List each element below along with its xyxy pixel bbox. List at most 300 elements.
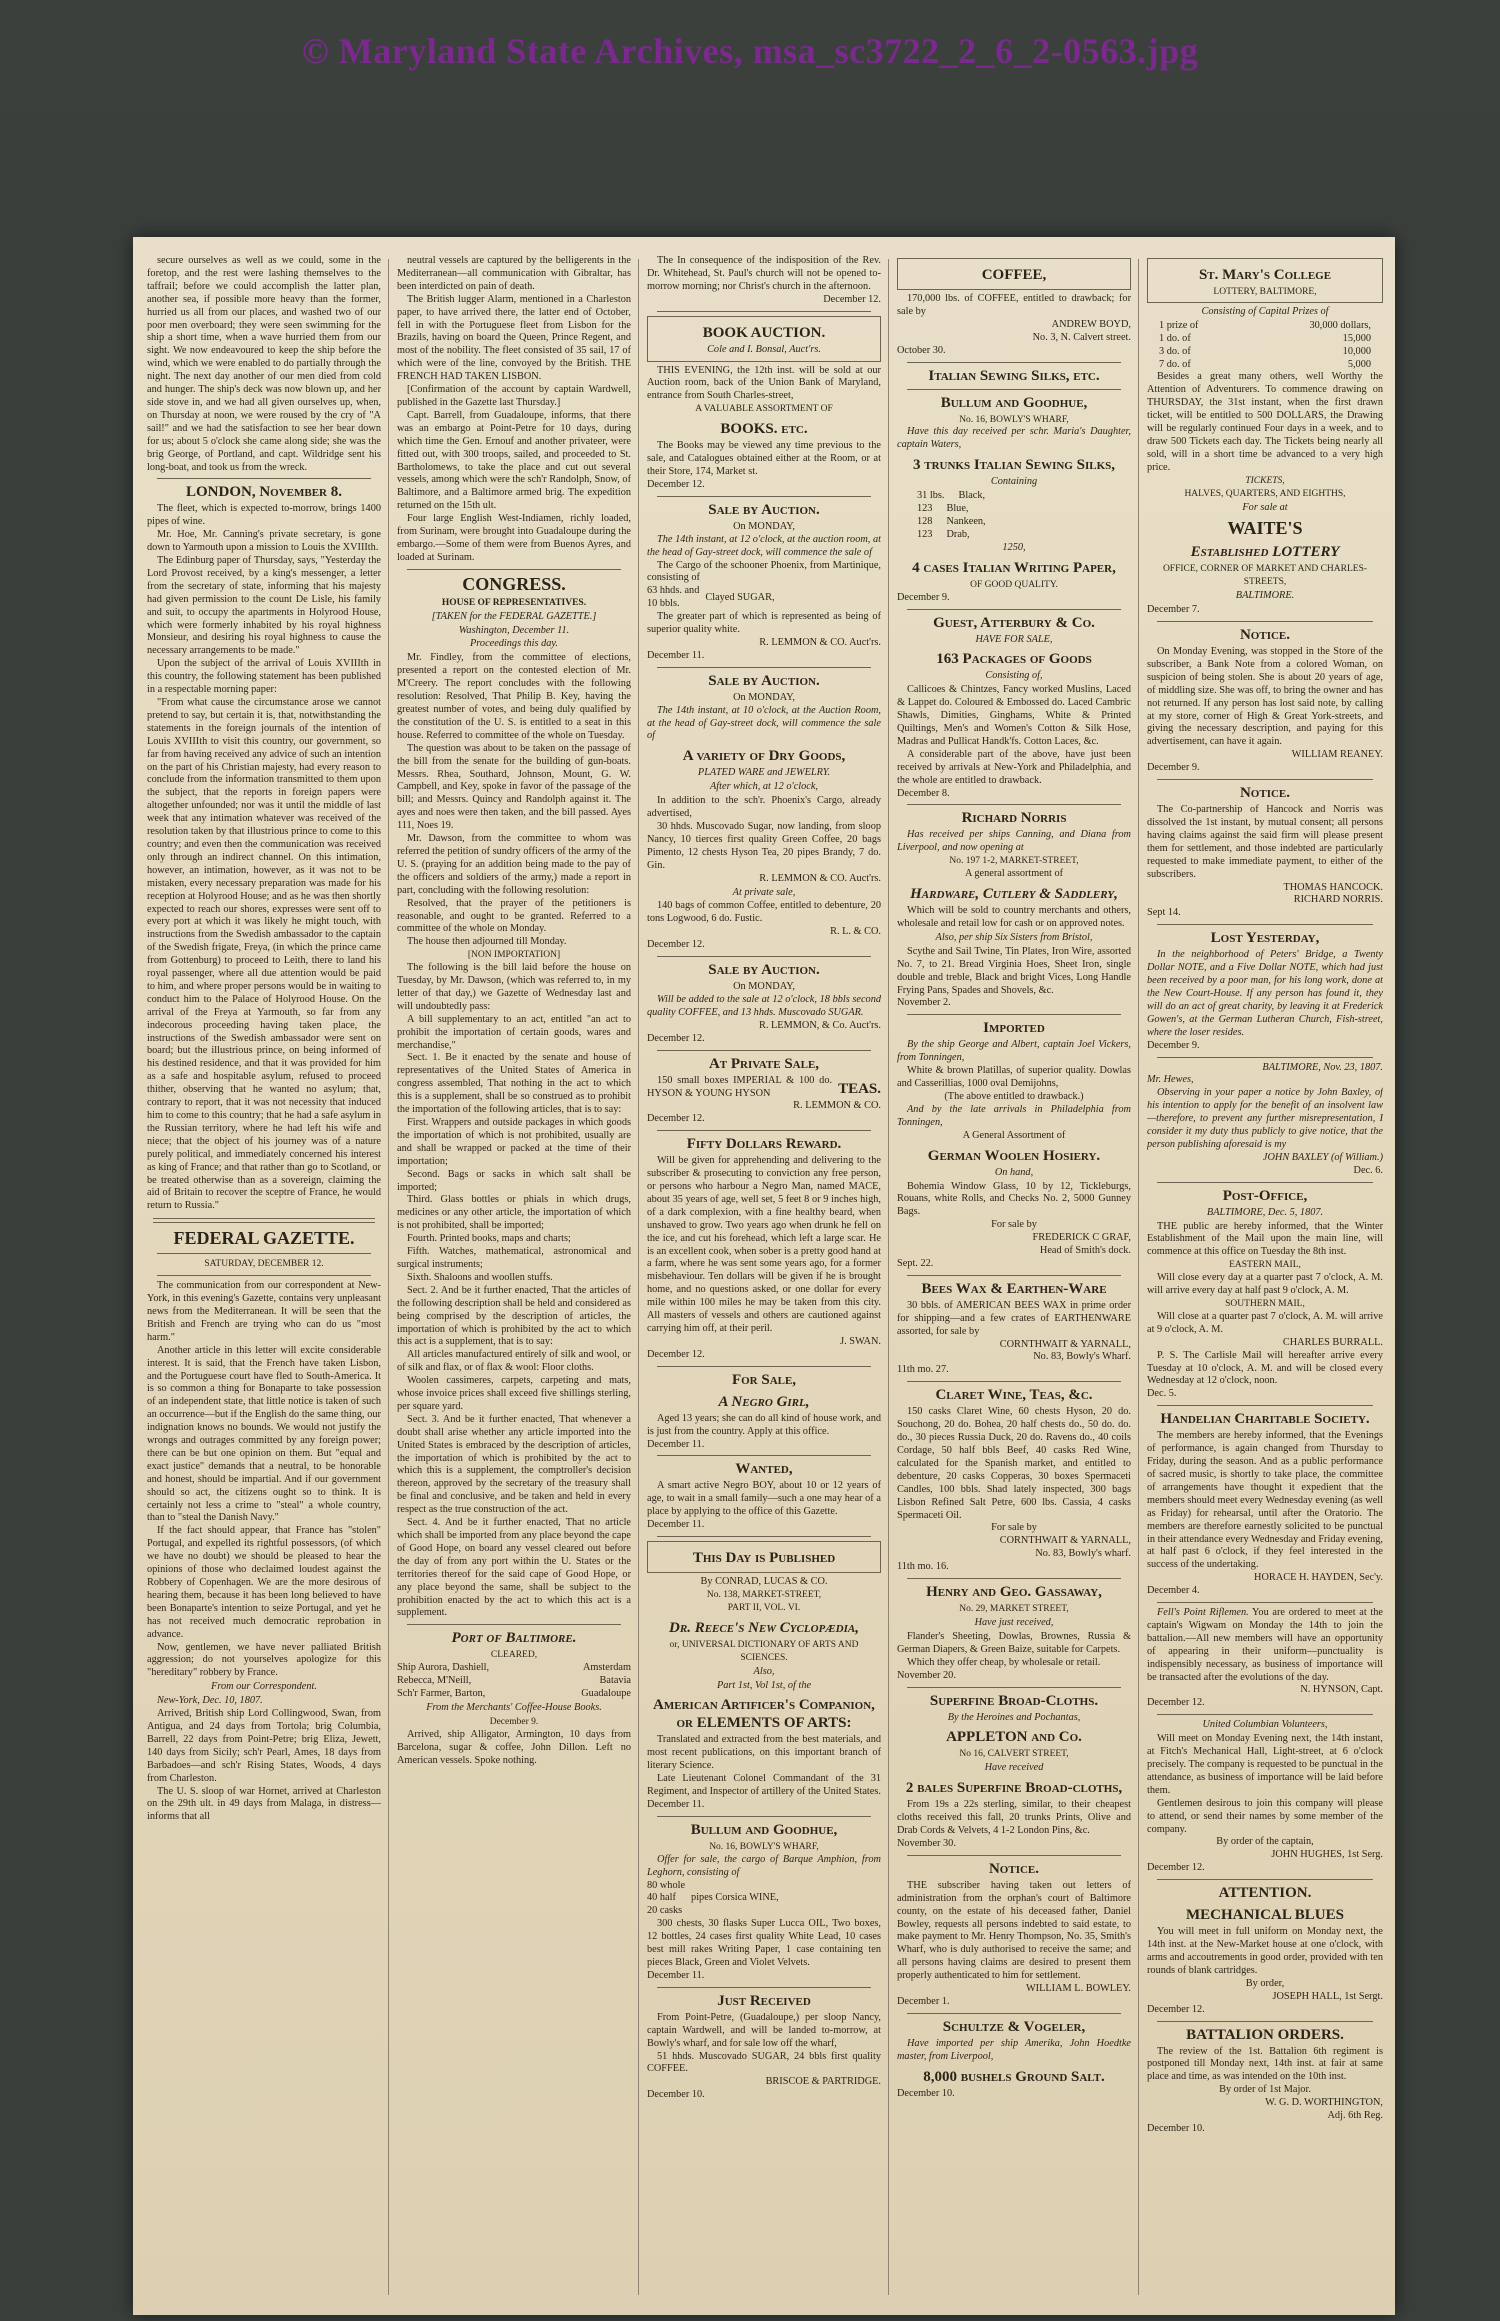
- ad-title: A Negro Girl,: [718, 1393, 810, 1410]
- ad-title: At Private Sale,: [708, 1055, 820, 1072]
- ad-title: Post-Office,: [1222, 1187, 1308, 1204]
- ad-text: Offer for sale, the cargo of Barque Amphion, from Leghorn, consisting of: [647, 1853, 881, 1878]
- prize-count: 7 do. of: [1159, 358, 1191, 370]
- ad-date: December 12.: [1147, 1862, 1205, 1874]
- ad-text: 30 hhds. Muscovado Sugar, now landing, from sloop Nancy, 10 tierces first quality Green Coffee, 20 bags Pimento, 12 chests Hyson Tea, 20 pipes Brandy, 7 do. Gin.: [647, 821, 881, 871]
- column-rule: [388, 259, 389, 2295]
- subheading: From the Merchants' Coffee-House Books.: [426, 1701, 602, 1713]
- ad-item-group: [647, 1880, 881, 1919]
- ad-title: Handelian Charitable Society.: [1160, 1411, 1370, 1428]
- ad-text: By CONRAD, LUCAS & CO.: [700, 1576, 828, 1588]
- ship-destination: Amsterdam: [582, 1662, 631, 1674]
- divider: [1157, 779, 1373, 780]
- ad-title: 2 bales Superfine Broad-cloths,: [905, 1780, 1123, 1797]
- article-text: Sixth. Shaloons and woollen stuffs.: [407, 1271, 553, 1283]
- ad-date: December 1.: [897, 1996, 950, 2007]
- ad-text: In the neighborhood of Peters' Bridge, a Twenty Dollar NOTE, and a Five Dollar NOTE, which had just been received by a poor man, for his long work, done at the New Court-House. If any person has found it, they will do an act of great charity, by leaving it at Frederick Gowen's, at the German Lutheran Church, Fish-street, where the loser resides.: [1147, 949, 1383, 1038]
- archive-title: © Maryland State Archives, msa_sc3722_2_6_2-0563.jpg: [301, 31, 1199, 71]
- ad-text: Containing: [990, 476, 1038, 488]
- article-text: "From what cause the circumstance arose we cannot pretend to say, but certain it is, that, notwithstanding the statements in the foreign journals of the intention of Louis XVIIIth to visit this country, our government, so far from having received any advice of such an intention on the part of his Christian majesty, had every reason to conclude from the information transmitted to them upon the subject, that the reports in foreign papers were altogether unfounded; nor was it until the middle of last week that any intimation whatever was received of the resolution taken by that illustrious prince to come to this country; and even then the communication was received only through an indirect channel. On this intimation, however, an intimation, however, as it was not to be mistaken, every necessary preparation was made for his reception at Holyrood House; and as he was then shortly expected to reach our shores, expresses were sent off to every port at which it was likely he might touch, with instructions from the Swedish ambassador to the captain of the Swedish frigate, Freya, (in which the prince came from Gottenburg) to proceed to Leith, there to land his royal passenger, where all due attention would be paid to him, and where proper persons would be in waiting to conduct him to the Palace of Holyrood House. On the arrival of the Freya at Yarmouth, so far from any indecorous proceeding having taken place, the instructions of the Swedish ambassador were sent on board; but the illustrious prince, on being informed of his destined residence, and that it was provided for him as a safe and hospitable asylum, refused to proceed thither, observing that he wanted no asylum; that, contrary to report, that it was not necessity that induced him to come to this country; that he had a safe asylum in the Russian territory, where he had left his wife and niece; that the object of his journey was of a nature purely political, and immediately concerned his interest as king of France; and that rather than go to Scotland, or be treated otherwise than as a sovereign, claiming the aid of Britain to recover the sceptre of France, he would return to Russia.": [147, 697, 381, 1212]
- ad-date: December 12.: [647, 1113, 705, 1125]
- divider: [657, 956, 871, 957]
- subheading: [TAKEN for the FEDERAL GAZETTE.]: [431, 610, 597, 622]
- ad-date: Sept. 22.: [897, 1257, 934, 1269]
- divider: [157, 1253, 371, 1254]
- heading-port: Port of Baltimore.: [451, 1630, 577, 1647]
- divider: [1157, 1405, 1373, 1406]
- divider: [657, 311, 871, 312]
- ad-text: (The above entitled to drawback.): [944, 1090, 1084, 1102]
- ad-text: Will be given for apprehending and delivering to the subscriber & prosecuting to conviction any free person, or persons who harbour a Negro Man, named MACE, about 35 years of age, well set, 5 feet 8 or 9 inches high, of a dark complexion, with a fine healthy beard, when unshaved to grow. Two years ago when drunk he fell on the ice, and cut his forehead, which left a large scar. He is an excellent cook, when sober is a pretty good hand at a farm, where he was sent some years ago, for a former misbehaviour. Ten dollars will be given if he is brought home, and no questions asked, or one dollar for every mile within 100 miles he may be taken from this city. All masters of vessels and others are cautioned against carrying him off, at their peril.: [647, 1155, 881, 1334]
- ad-text: After which, at 12 o'clock,: [709, 781, 818, 793]
- ad-item-row: [897, 490, 1131, 503]
- ad-text: THE public are hereby informed, that the Winter Establishment of the Mail upon the main line, will commence at this office on Tuesday the 8th inst.: [1147, 1220, 1383, 1258]
- divider: [157, 478, 371, 479]
- column-2: [397, 255, 631, 2301]
- ad-firm: JOHN BAXLEY (of William.): [1262, 1151, 1383, 1163]
- ad-item: 40 half: [647, 1892, 676, 1904]
- ad-text: Have received: [984, 1762, 1044, 1774]
- ad-text: The Cargo of the schooner Phoenix, from Martinique, consisting of: [647, 559, 881, 584]
- ad-item-row: [897, 529, 1131, 542]
- ad-item: Nankeen,: [946, 515, 986, 527]
- ad-title: Dr. Reece's New Cyclopædia,: [669, 1619, 859, 1636]
- article-text: The communication from our correspondent at New-York, in this evening's Gazette, contains very unpleasant news from the Mediterranean. It will be seen that the British and French are trying who can do us "most harm.": [147, 1280, 381, 1343]
- ad-text: 170,000 lbs. of COFFEE, entitled to drawback; for sale by: [897, 293, 1131, 317]
- divider: [907, 1687, 1121, 1688]
- ad-date: December 11.: [647, 1438, 705, 1450]
- ad-item-qty: 123: [917, 528, 933, 540]
- ad-text: A smart active Negro BOY, about 10 or 12 years of age, to wait in a small family—such a one may hear of a place by applying to the office of this Gazette.: [647, 1480, 881, 1518]
- ad-firm: HORACE H. HAYDEN, Sec'y.: [1254, 1572, 1383, 1584]
- ad-firm: J. SWAN.: [840, 1335, 881, 1347]
- ship-name: Rebecca, M'Neill,: [397, 1675, 472, 1687]
- ad-text: Bohemia Window Glass, 10 by 12, Tickleburgs, Rouans, white Rolls, and Checks No. 2, 5000 Gunney Bags.: [897, 1180, 1131, 1218]
- ad-text: Translated and extracted from the best materials, and most recent publications, on this important branch of literary Science.: [647, 1734, 881, 1772]
- ad-title: Just Received: [717, 1992, 811, 2009]
- ad-coffee: [897, 258, 1131, 290]
- divider: [1157, 1602, 1373, 1603]
- ad-date: December 11.: [647, 649, 705, 661]
- ad-date: December 9.: [897, 591, 950, 603]
- ad-firm: THOMAS HANCOCK.: [1283, 881, 1383, 893]
- article-text: Sect. 2. And be it further enacted, That the articles of the following description shall be held and considered as being comprised by the description of articles, the importation of which is prohibited by the act to which this act is a supplement, that is to say:: [397, 1284, 631, 1348]
- ship-row: [397, 1662, 631, 1675]
- ad-text: And by the late arrivals in Philadelphia from Tonningen,: [897, 1103, 1131, 1128]
- ad-firm: FREDERICK C GRAF,: [1032, 1232, 1131, 1244]
- heading-congress: CONGRESS.: [462, 573, 566, 594]
- heading-federal-gazette: FEDERAL GAZETTE.: [173, 1228, 355, 1249]
- ad-date: December 12.: [823, 293, 881, 305]
- ad-text: Will be added to the sale at 12 o'clock, 18 bbls second quality COFFEE, and 13 hhds. Muscovado SUGAR.: [647, 993, 881, 1018]
- ad-text: No. 197 1-2, MARKET-STREET,: [949, 856, 1079, 867]
- ad-text: 150 small boxes IMPERIAL & 100 do. HYSON & YOUNG HYSON: [647, 1074, 833, 1099]
- article-text: Mr. Findley, from the committee of elections, presented a report on the contested election of Mr. M'Creery. The report concludes with the following resolution: Resolved, That Philip B. Key, having the greatest number of votes, and being duly qualified by the constitution of the U. S. is entitled to a seat in this house. Referred to committee of the whole on Tuesday.: [397, 652, 631, 741]
- article-text: Upon the subject of the arrival of Louis XVIIIth in this country, the following statement has been published in a respectable morning paper:: [147, 658, 381, 696]
- ad-text: The 14th instant, at 10 o'clock, at the Auction Room, at the head of Gay-street dock, will commence the sale of: [647, 704, 881, 742]
- ad-title: 4 cases Italian Writing Paper,: [912, 559, 1116, 576]
- ad-item-group: [647, 585, 881, 611]
- ad-text: No 16, CALVERT STREET,: [959, 1749, 1069, 1760]
- ad-text: Consisting of Capital Prizes of: [1201, 305, 1329, 317]
- ad-text: By order of 1st Major.: [1219, 2084, 1311, 2096]
- subheading: Proceedings this day.: [470, 638, 558, 650]
- ad-published: [647, 1541, 881, 1573]
- divider: [657, 667, 871, 668]
- ad-text: For sale at: [1242, 501, 1288, 513]
- heading-london: LONDON, November 8.: [185, 484, 342, 501]
- ad-text: The Books may be viewed any time previous to the sale, and Catalogues obtained either at the Room, or at their Store, 174, Market st.: [647, 440, 881, 477]
- ad-date: Sept 14.: [1147, 907, 1181, 919]
- ad-item-group: [647, 1075, 881, 1101]
- ad-text: No. 138, MARKET-STREET,: [706, 1589, 822, 1600]
- ad-text: By order of the captain,: [1216, 1836, 1314, 1848]
- ad-lottery: [1147, 258, 1383, 303]
- ad-firm: RICHARD NORRIS.: [1293, 894, 1383, 906]
- ad-title: Wanted,: [735, 1461, 793, 1478]
- ad-text: P. S. The Carlisle Mail will hereafter arrive every Tuesday at 10 o'clock, A. M. and will be closed every Wednesday at 12 o'clock, noon.: [1147, 1349, 1383, 1387]
- ad-text: THE subscriber having taken out letters of administration from the orphan's court of Baltimore county, on the estate of his deceased father, Daniel Bowley, requests all persons indebted to said estate, to make payment to Mr. Henry Thompson, No. 35, Smith's Wharf, who is duly authorised to receive the same; and all persons having claims are desired to present them properly authenticated to him for settlement.: [897, 1879, 1131, 1982]
- subheading: HOUSE OF REPRESENTATIVES.: [441, 597, 587, 608]
- prize-amount: 30,000 dollars,: [1309, 319, 1371, 331]
- ad-title: 3 trunks Italian Sewing Silks,: [913, 457, 1115, 474]
- prize-count: 1 do. of: [1159, 332, 1191, 344]
- ad-title: Imported: [983, 1020, 1045, 1037]
- divider: [907, 1855, 1121, 1856]
- article-text: [Confirmation of the account by captain Wardwell, published in the Gazette last Thursday.]: [397, 384, 631, 408]
- ad-text: 30 bbls. of AMERICAN BEES WAX in prime order for shipping—and a few crates of EARTHENWARE assorted, for sale by: [897, 1299, 1131, 1337]
- ad-date: BALTIMORE, Nov. 23, 1807.: [1262, 1061, 1383, 1073]
- ad-subtitle: EASTERN MAIL,: [1229, 1260, 1301, 1271]
- ad-date: December 12.: [1147, 1697, 1205, 1709]
- ad-text: In addition to the sch'r. Phoenix's Cargo, already advertised,: [647, 795, 881, 820]
- divider: [657, 1816, 871, 1817]
- ad-total: 1250,: [1002, 541, 1026, 553]
- ad-firm: CORNTHWAIT & YARNALL,: [999, 1535, 1131, 1547]
- article-text: Arrived, British ship Lord Collingwood, Swan, from Antigua, and 24 days from Tortola; brig Columbia, Barrell, 22 days from Point-Petre; brig Eliza, Jewett, 140 days from Sicily; sch'r Pearl, Ames, 18 days from Barbadoes—and sch'r Rising States, Woods, 4 days from Charleston.: [147, 1708, 381, 1784]
- ad-text: White & brown Platillas, of superior quality. Dowlas and Casserillias, 1000 oval Demijohns,: [897, 1065, 1131, 1090]
- ad-text: Also,: [753, 1665, 775, 1677]
- ad-text: For sale by: [991, 1219, 1037, 1231]
- ad-text: The 14th instant, at 12 o'clock, at the auction room, at the head of Gay-street dock, will commence the sale of: [647, 533, 881, 558]
- ad-text: A VALUABLE ASSORTMENT OF: [695, 404, 833, 415]
- ad-text: Has received per ships Canning, and Diana from Liverpool, and now opening at: [897, 829, 1131, 854]
- ad-title: BATTALION ORDERS.: [1186, 2026, 1344, 2043]
- ad-text: PART II, VOL. VI.: [727, 1602, 801, 1613]
- ad-text: On MONDAY,: [733, 691, 795, 703]
- notice-text: The In consequence of the indisposition of the Rev. Dr. Whitehead, St. Paul's church will not be opened to-morrow morning; nor Christ's church in the afternoon.: [647, 255, 881, 292]
- divider: [1157, 1714, 1373, 1715]
- ad-item-row: [897, 503, 1131, 516]
- prize-count: 3 do. of: [1159, 345, 1191, 357]
- ad-item: 10 bbls.: [647, 598, 680, 610]
- ad-firm: Cole and I. Bonsal, Auct'rs.: [707, 343, 821, 355]
- ad-text: By the ship George and Albert, captain Joel Vickers, from Tonningen,: [897, 1039, 1131, 1064]
- ad-text: PLATED WARE and JEWELRY.: [697, 767, 831, 779]
- ad-text: Which will be sold to country merchants and others, wholesale and retail low for cash or on approved notes.: [897, 905, 1131, 929]
- ad-text: A general assortment of: [964, 868, 1064, 880]
- ad-title: BOOK AUCTION.: [702, 324, 826, 341]
- ad-title: Guest, Atterbury & Co.: [933, 614, 1095, 631]
- ad-text: Scythe and Sail Twine, Tin Plates, Iron Wire, assorted No. 7, to 21. Bread Virginia Hoes, Sheet Iron, single double and treble, Black and bright Vices, Long Handle Frying Pans, Spades and Shovels, &c.: [897, 945, 1131, 996]
- article-text: The British lugger Alarm, mentioned in a Charleston paper, to have arrived there, the latter end of October, fell in with the Portuguese fleet from Lisbon for the Brazils, having on board the Queen, Prince Regent, and most of the nobility. The fleet consisted of 35 sail, 17 of which were of the line, convoyed by the British. THE FRENCH HAD TAKEN LISBON.: [397, 293, 631, 383]
- ad-firm: BRISCOE & PARTRIDGE.: [765, 2076, 881, 2088]
- article-text: Woolen cassimeres, carpets, carpeting and mats, whose invoice prices shall exceed five shillings sterling, per square yard.: [397, 1375, 631, 1412]
- article-text: Mr. Hoe, Mr. Canning's private secretary, is gone down to Yarmouth upon a mission to Louis the XVIIIth.: [147, 529, 381, 554]
- ad-firm: ANDREW BOYD,: [1051, 318, 1131, 330]
- ad-date: Dec. 5.: [1147, 1388, 1177, 1400]
- divider: [1157, 2021, 1373, 2022]
- ship-row: [397, 1675, 631, 1688]
- ad-text: BALTIMORE.: [1235, 590, 1295, 602]
- ad-item: Drab,: [946, 528, 970, 540]
- prize-amount: 15,000: [1342, 332, 1371, 344]
- article-text: The house then adjourned till Monday.: [407, 936, 567, 948]
- divider: [657, 1536, 871, 1537]
- article-text: If the fact should appear, that France has "stolen" Portugal, and expelled its rightful possessors, (of which we have no doubt) we should be pleased to hear the opinions of those who declaimed loudest against the Robbery of Copenhagen. We are the more desirous of hearing them, because it has been long believed to have been Bonaparte's intention to seize Portugal, and yet he has not received much democratic reprobation in advance.: [147, 1525, 381, 1640]
- ad-item: 63 hhds. and: [647, 585, 700, 597]
- ad-text: A considerable part of the above, have just been received by arrivals at New-York and Philadelphia, and the whole are entitled to drawback.: [897, 748, 1131, 786]
- article-text: Fourth. Printed books, maps and charts;: [407, 1233, 571, 1245]
- ad-title: BOOKS. etc.: [720, 421, 808, 438]
- divider: [907, 2013, 1121, 2014]
- ad-firm: JOHN HUGHES, 1st Serg.: [1271, 1849, 1383, 1861]
- divider: [657, 1987, 871, 1988]
- ad-date: October 30.: [897, 344, 946, 356]
- divider: [907, 389, 1121, 390]
- ad-title: ATTENTION.: [1218, 1885, 1312, 1902]
- article-text: The following is the bill laid before the house on Tuesday, by Mr. Dawson, (which was referred to, in my letter of that day,) we Gazette of Wednesday last and will undoubtedly pass:: [397, 962, 631, 1012]
- ad-text: Mr. Hewes,: [1147, 1074, 1194, 1086]
- article-text: Fifth. Watches, mathematical, astronomical and surgical instruments;: [397, 1246, 631, 1270]
- ad-title: WAITE'S: [1227, 518, 1303, 539]
- ad-firm: R. LEMMON & CO. Auct'rs.: [759, 872, 881, 884]
- ad-text: From Point-Petre, (Guadaloupe,) per sloop Nancy, captain Wardwell, and will be landed to-morrow, at Bowly's wharf, and for sale low off the wharf,: [647, 2011, 881, 2049]
- ad-date: December 4.: [1147, 1585, 1200, 1597]
- ad-date: December 12.: [1147, 2003, 1205, 2015]
- ad-book-auction: [647, 316, 881, 362]
- ad-text: No. 83, Bowly's Wharf.: [1033, 1351, 1131, 1363]
- ad-item: 80 whole: [647, 1879, 686, 1891]
- divider: [657, 1130, 871, 1131]
- ad-title: 163 Packages of Goods: [936, 651, 1092, 668]
- ad-text: The review of the 1st. Battalion 6th regiment is postponed till Monday next, 14th inst. at fair at same place and time, as was intended on the 10th inst.: [1147, 2045, 1383, 2083]
- article-text: Capt. Barrell, from Guadaloupe, informs, that there was an embargo at Point-Petre for 10 days, during which time the Gen. Ernouf and another privateer, were fitted out, with 300 troops, sailed, and proceeded to St. Bartholomews, to take the place and cut out several vessels, among which were the sch'r Randolph, Snow, of Baltimore, and a Baltimore armed brig. The expedition returned on the 15th ult.: [397, 409, 631, 512]
- ad-title: Sale by Auction.: [708, 672, 820, 689]
- ad-date: December 10.: [1147, 2122, 1205, 2134]
- ad-date: December 12.: [647, 1348, 705, 1360]
- ad-text: Adj. 6th Reg.: [1327, 2110, 1383, 2122]
- ad-text: Also, per ship Six Sisters from Bristol,: [935, 931, 1093, 943]
- divider: [153, 1218, 375, 1223]
- ad-title: Bullum and Goodhue,: [690, 1821, 838, 1838]
- ad-text: Consisting of,: [985, 670, 1043, 682]
- ad-text: On hand,: [994, 1166, 1034, 1178]
- ad-firm: R. LEMMON & CO. Auct'rs.: [759, 636, 881, 648]
- ad-text: THIS EVENING, the 12th inst. will be sold at our Auction room, back of the Union Bank of Maryland, entrance from South Charles-street,: [647, 364, 881, 402]
- ad-text: TICKETS,: [1245, 475, 1285, 486]
- ad-date: November 30.: [897, 1837, 956, 1849]
- prize-row: [1147, 359, 1383, 372]
- column-3: [647, 255, 881, 2301]
- ad-text: Which they offer cheap, by wholesale or retail.: [907, 1656, 1101, 1668]
- dateline: New-York, Dec. 10, 1807.: [157, 1695, 263, 1707]
- ad-text: Will close at a quarter past 7 o'clock, A. M. will arrive at 9 o'clock, A. M.: [1147, 1310, 1383, 1335]
- ad-text: No. 16, BOWLY'S WHARF,: [709, 1841, 819, 1852]
- prize-count: 1 prize of: [1159, 319, 1199, 331]
- ad-text: No. 29, MARKET STREET,: [959, 1604, 1069, 1615]
- ship-destination: Batavia: [599, 1675, 631, 1687]
- divider: [1157, 621, 1373, 622]
- article-text: Now, gentlemen, we have never palliated British aggression; do not yourselves apologize for this "hereditary" robbery by France.: [147, 1641, 381, 1679]
- ad-text: or, UNIVERSAL DICTIONARY OF ARTS AND SCIENCES.: [669, 1639, 859, 1663]
- ad-item-row: [897, 516, 1131, 529]
- ad-date: December 12.: [647, 1032, 705, 1044]
- ad-text: Callicoes & Chintzes, Fancy worked Muslins, Laced & Lappet do. Coloured & Embossed do. Laced Cambric Shawls, Dimities, Ginghams, White & Printed Quiltings, Men's and Women's Cotton & Silk Hose, Madras and Pullicat Handk'fs. Cotton Laces, &c.: [897, 684, 1131, 747]
- ad-item-qty: 123: [917, 503, 933, 515]
- ad-subtitle: SOUTHERN MAIL,: [1225, 1299, 1305, 1309]
- ad-text: OFFICE, CORNER OF MARKET AND CHARLES-STREETS,: [1162, 564, 1368, 588]
- article-text: Sect. 1. Be it enacted by the senate and house of representatives of the United States of America in congress assembled, That nothing in the act to which this is a supplement, shall be so construed as to prohibit the importation of the following articles, that is to say:: [397, 1052, 631, 1116]
- article-text: secure ourselves as well as we could, some in the foretop, and the rest were lashing themselves to the taffrail; before we could accomplish the latter plan, another sea, if possible more heavy than the former, hurried us all from our places, and washed two of our poor men overboard; they were seen swimming for the ship a short time, when a wave hurried them from our sight. We now endeavoured to keep the ship before the wind, which we were enabled to do partially through the night. The next day another of our men died from cold and hunger. The ship's deck was now blown up, and her side stove in, and we had all given ourselves up, when, on Thursday at noon, we were roused by the cry of "A sail!" and we had the satisfaction to see her bear down for us; about 5 o'clock she came along side; she was the brig George, of Portland, and capt. Wildridge sent his long-boat, and took us from the wreck.: [147, 255, 381, 473]
- ad-date: November 2.: [897, 997, 951, 1009]
- ad-item: pipes Corsica WINE,: [691, 1892, 779, 1904]
- ship-name: Sch'r Farmer, Barton,: [397, 1688, 486, 1700]
- ad-firm: R. L. & CO.: [830, 926, 881, 938]
- ad-text: The greater part of which is represented as being of superior quality white.: [647, 611, 881, 636]
- newspaper-page: [133, 237, 1395, 2315]
- ad-text: Will meet on Monday Evening next, the 14th instant, at Fitch's Mechanical Hall, Light-street, at 6 o'clock precisely. The company is requested to be punctual in the attendance, as business of importance will be laid before them.: [1147, 1733, 1383, 1796]
- divider: [1157, 1182, 1373, 1183]
- ad-text: From 19s a 22s sterling, similar, to their cheapest cloths received this fall, 20 trunks Prints, Olive and Drab Cords & Velvets, 4 1-2 London Pins, &c.: [897, 1799, 1131, 1837]
- ad-title: Claret Wine, Teas, &c.: [935, 1387, 1093, 1404]
- article-text: Sect. 3. And be it further enacted, That whenever a doubt shall arise whether any article imported into the United States is embraced by the description of articles, the importation of which is prohibited by the act to which this is a supplement, the comptroller's decision thereon, approved by the secretary of the treasury shall be final and conclusive, and be taken and held in every respect as the true construction of the act.: [397, 1413, 631, 1516]
- ship-name: Ship Aurora, Dashiell,: [397, 1662, 490, 1674]
- ship-row: [397, 1688, 631, 1701]
- prize-row: [1147, 320, 1383, 333]
- article-text: Second. Bags or sacks in which salt shall be imported;: [397, 1168, 631, 1193]
- ad-item: Black,: [958, 490, 986, 502]
- ad-date: December 9.: [1147, 1039, 1200, 1051]
- ad-text: 140 bags of common Coffee, entitled to debenture, 20 tons Logwood, 6 do. Fustic.: [647, 900, 881, 925]
- ad-date: 11th mo. 16.: [897, 1561, 949, 1573]
- column-1: [147, 255, 381, 2301]
- ad-text: OF GOOD QUALITY.: [970, 579, 1058, 590]
- ship-destination: Guadaloupe: [581, 1688, 631, 1700]
- ad-date: December 10.: [647, 2089, 705, 2101]
- byline: From our Correspondent.: [211, 1681, 317, 1693]
- prize-amount: 5,000: [1347, 358, 1371, 370]
- ad-title: Notice.: [988, 1860, 1040, 1877]
- ad-title: St. Mary's College: [1198, 267, 1332, 283]
- prize-row: [1147, 333, 1383, 346]
- article-text: Four large English West-Indiamen, richly loaded, from Surinam, were brought into Guadaloupe during the embargo.—Some of them were from Buenos Ayres, and loaded at Surinam.: [397, 513, 631, 563]
- dateline: December 9.: [489, 1716, 539, 1727]
- ad-title: Italian Sewing Silks, etc.: [928, 367, 1100, 384]
- article-text: All articles manufactured entirely of silk and wool, or of silk and flax, or of flax & wool: Floor cloths.: [397, 1349, 631, 1374]
- ad-date: December 11.: [647, 1798, 705, 1810]
- ad-title: MECHANICAL BLUES: [1186, 1907, 1344, 1924]
- article-text: The U. S. sloop of war Hornet, arrived at Charleston on the 29th ult. in 49 days from Malaga, in distress—informs that all: [147, 1785, 381, 1823]
- ad-title: Henry and Geo. Gassaway,: [926, 1584, 1102, 1601]
- ad-title: APPLETON and Co.: [946, 1729, 1082, 1746]
- ad-text: [1147, 1607, 1383, 1684]
- divider: [657, 1455, 871, 1456]
- ad-date: December 12.: [647, 939, 705, 951]
- ad-text: On Monday Evening, was stopped in the Store of the subscriber, a Bank Note from a colored Woman, on suspicion of being stolen. She is about 20 years of age, of middling size. She was off, to bring the owner and has not returned. If any person has lost said note, by calling at my store, corner of High & Great York-streets, and giving the necessary description, and paying for this advertisement, can have it again.: [1147, 646, 1383, 748]
- column-4: [897, 255, 1131, 2301]
- column-rule: [638, 259, 639, 2295]
- ad-date: December 7.: [1147, 604, 1200, 616]
- ad-item: 20 casks: [647, 1905, 683, 1917]
- ad-title: Hardware, Cutlery & Saddlery,: [910, 886, 1118, 903]
- subheading: [NON IMPORTATION]: [467, 950, 561, 961]
- ad-item-qty: 31 lbs.: [917, 490, 945, 502]
- ad-title: Established LOTTERY: [1190, 544, 1340, 561]
- ad-item: Blue,: [946, 503, 969, 515]
- divider: [907, 1275, 1121, 1276]
- ad-date: December 8.: [897, 787, 950, 799]
- column-5: [1147, 255, 1383, 2301]
- ad-title: Notice.: [1239, 785, 1291, 802]
- article-text: First. Wrappers and outside packages in which goods the importation of which is not prohibited, usually are and shall be wrapped or packed at the time of their importation;: [397, 1117, 631, 1167]
- ad-text: You are ordered to meet at the captain's Wigwam on Monday the 14th to join the battalion.—All new members will have an opportunity of appearing in their uniform—punctuality is indispensibly necessary, as business of importance will be transacted after the evolutions of the day.: [1147, 1607, 1383, 1683]
- ad-title: United Columbian Volunteers,: [1202, 1719, 1328, 1731]
- ad-title: Notice.: [1239, 627, 1291, 644]
- divider: [907, 609, 1121, 610]
- ad-text: The Co-partnership of Hancock and Norris was dissolved the 1st instant, by mutual consent; all persons having claims against the said firm will please present them for settlement, and those indebted are particularly requested to make immediate payment, to either of the subscribers.: [1147, 804, 1383, 880]
- ad-text: 300 chests, 30 flasks Super Lucca OIL, Two boxes, 12 bottles, 24 cases first quality White Lead, 10 cases best mill rakes Writing Paper, 1 case containing ten pieces Black, Green and Violet Velvets.: [647, 1918, 881, 1968]
- ad-text: The members are hereby informed, that the Evenings of performance, is again changed from Thursday to Friday, during the season. And as a public performance of sacred music, is shortly to take place, the committee of arrangements have thought it expedient that the members should meet every Wednesday evening (as well as Friday) for rehearsal, until after the Oratorio. The members are therefore earnestly solicited to be punctual in their attendance every Wednesday and Friday evening, at half past 6 o'clock, if they feel interested in the success of the undertaking.: [1147, 1430, 1383, 1571]
- ad-text: Part 1st, Vol 1st, of the: [716, 1679, 812, 1691]
- ad-date: Dec. 6.: [1353, 1164, 1383, 1176]
- ad-firm: CHARLES BURRALL.: [1282, 1336, 1383, 1348]
- ad-firm: N. HYNSON, Capt.: [1300, 1684, 1383, 1696]
- ad-text: HALVES, QUARTERS, AND EIGHTHS,: [1184, 488, 1346, 499]
- article-text: The Edinburg paper of Thursday, says, "Yesterday the Lord Provost received, by a king's messenger, a letter from the secretary of state, informing that his majesty had given permission to the count De Lisle, his family and suit, to occupy the apartments in Holyrood House, which were formerly inhabited by his royal highness Monsieur, and desiring his royal highness to cause the necessary arrangements to be made.": [147, 555, 381, 657]
- divider: [1157, 924, 1373, 925]
- ad-text: LOTTERY, BALTIMORE,: [1213, 287, 1317, 297]
- divider: [1157, 1879, 1373, 1880]
- divider: [907, 1578, 1121, 1579]
- article-text: Resolved, that the prayer of the petitioners is reasonable, and ought to be granted. Referred to a committee of the whole on Monday.: [397, 897, 631, 935]
- ad-item-qty: 128: [917, 515, 933, 527]
- ad-date: 11th mo. 27.: [897, 1364, 949, 1376]
- column-rule: [888, 259, 889, 2295]
- ad-title: Lost Yesterday,: [1210, 930, 1320, 947]
- divider: [1157, 1057, 1373, 1058]
- divider: [407, 569, 621, 570]
- ad-firm: WILLIAM L. BOWLEY.: [1025, 1983, 1131, 1995]
- ad-title: German Woolen Hosiery.: [927, 1147, 1101, 1164]
- ad-item: Clayed SUGAR,: [705, 591, 775, 603]
- divider: [907, 1381, 1121, 1382]
- divider: [907, 362, 1121, 363]
- ad-firm: R. LEMMON, & Co. Auct'rs.: [759, 1019, 881, 1031]
- divider: [907, 1014, 1121, 1015]
- ad-text: Head of Smith's dock.: [1039, 1245, 1131, 1257]
- article-text: A bill supplementary to an act, entitled "an act to prohibit the importation of certain goods, wares and merchandise,": [397, 1013, 631, 1051]
- ad-date: BALTIMORE, Dec. 5, 1807.: [1206, 1206, 1324, 1218]
- ad-text: Aged 13 years; she can do all kind of house work, and is just from the country. Apply at this office.: [647, 1412, 881, 1437]
- subheading: CLEARED,: [490, 1650, 538, 1661]
- ad-title: Schultze & Vogeler,: [942, 2018, 1086, 2035]
- divider: [907, 804, 1121, 805]
- ad-text: Will close every day at a quarter past 7 o'clock, A. M. will arrive every day at half past 9 o'clock, A. M.: [1147, 1272, 1383, 1297]
- ad-date: December 10.: [897, 2087, 955, 2099]
- article-text: Mr. Dawson, from the committee to whom was referred the petition of sundry officers of the army of the U. S. (praying for an addition being made to the pay of the officers and soldiers of the army,) made a report in part, concluding with the following resolution:: [397, 833, 631, 896]
- article-text: Arrived, ship Alligator, Armington, 10 days from Barcelona, sugar & coffee, John Dillon. Left no American vessels. Spoke nothing.: [397, 1728, 631, 1766]
